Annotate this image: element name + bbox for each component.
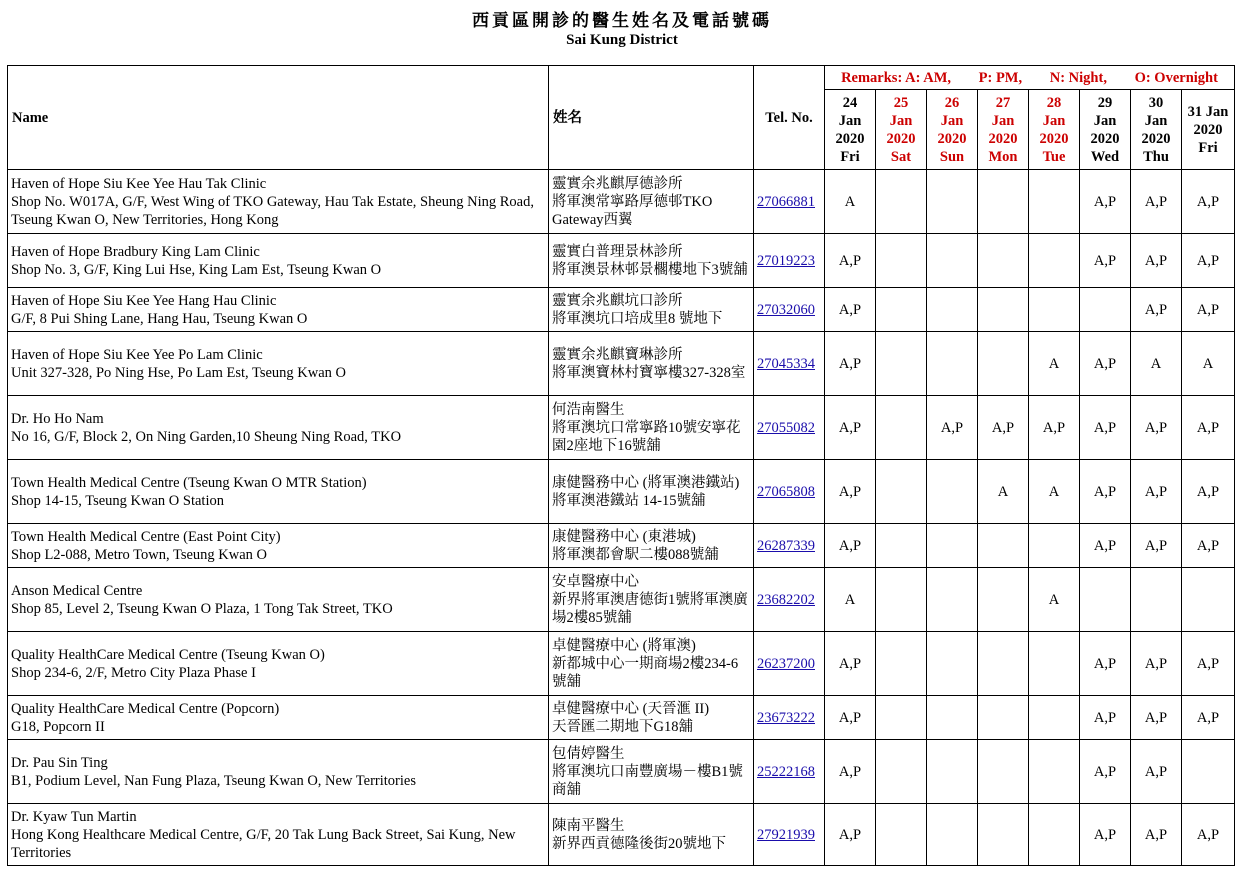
clinic-address-zh: 將軍澳坑口常寧路10號安寧花園2座地下16號舖 [552, 419, 741, 454]
schedule-cell: A,P [1182, 170, 1235, 234]
schedule-cell [927, 568, 978, 632]
column-header-day [978, 90, 1029, 170]
tel-link[interactable]: 27055082 [757, 419, 815, 436]
clinic-address: Hong Kong Healthcare Medical Centre, G/F, 20 Tak Lung Back Street, Sai Kung, New Territories [11, 826, 516, 861]
clinic-name-zh-cell [549, 288, 754, 332]
schedule-cell [978, 288, 1029, 332]
clinic-name-zh: 安卓醫療中心 [552, 573, 639, 590]
clinic-name-cell [8, 632, 549, 696]
clinic-name-cell [8, 460, 549, 524]
clinic-name-cell [8, 288, 549, 332]
schedule-cell: A,P [978, 396, 1029, 460]
schedule-cell: A,P [825, 396, 876, 460]
tel-link[interactable]: 23682202 [757, 591, 815, 608]
column-header-day [876, 90, 927, 170]
clinic-name-zh-cell [549, 460, 754, 524]
clinic-address: G/F, 8 Pui Shing Lane, Hang Hau, Tseung Kwan O [11, 310, 308, 327]
clinic-name-cell [8, 170, 549, 234]
clinic-name-zh-cell [549, 332, 754, 396]
schedule-cell: A [1029, 568, 1080, 632]
schedule-cell: A,P [1080, 524, 1131, 568]
tel-cell [754, 740, 825, 804]
schedule-cell: A,P [1080, 170, 1131, 234]
clinic-name-zh: 康健醫務中心 (將軍澳港鐵站) [552, 474, 740, 491]
schedule-cell: A,P [1131, 170, 1182, 234]
schedule-cell [1131, 568, 1182, 632]
table-row [8, 696, 1235, 740]
day-header-line: 30 [1148, 94, 1164, 111]
schedule-cell [927, 524, 978, 568]
tel-cell [754, 568, 825, 632]
clinic-address-zh: 將軍澳常寧路厚德邨TKO Gateway西翼 [552, 193, 713, 228]
schedule-cell [978, 740, 1029, 804]
clinic-name-cell [8, 234, 549, 288]
clinic-name: Quality HealthCare Medical Centre (Tseung Kwan O) [11, 646, 325, 663]
tel-link[interactable]: 25222168 [757, 763, 815, 780]
schedule-cell: A,P [1182, 524, 1235, 568]
day-header-line: Fri [840, 148, 860, 165]
clinic-address: Shop 234-6, 2/F, Metro City Plaza Phase I [11, 664, 256, 681]
clinic-name: Town Health Medical Centre (Tseung Kwan O MTR Station) [11, 474, 367, 491]
schedule-cell: A,P [1131, 804, 1182, 866]
schedule-cell [876, 288, 927, 332]
clinic-address-zh: 將軍澳景林邨景櫊樓地下3號舖 [552, 261, 748, 278]
schedule-cell [1182, 740, 1235, 804]
schedule-cell: A,P [1131, 396, 1182, 460]
clinic-name-zh: 靈實余兆麒寶琳診所 [552, 346, 683, 363]
schedule-cell [1029, 234, 1080, 288]
schedule-cell: A,P [1080, 234, 1131, 288]
clinic-name: Quality HealthCare Medical Centre (Popcorn) [11, 700, 280, 717]
day-header-line: 2020 [1039, 130, 1069, 147]
clinic-address: Shop No. 3, G/F, King Lui Hse, King Lam Est, Tseung Kwan O [11, 261, 382, 278]
clinic-address: Shop L2-088, Metro Town, Tseung Kwan O [11, 546, 268, 563]
schedule-cell: A,P [1131, 740, 1182, 804]
clinic-name-cell [8, 740, 549, 804]
schedule-cell [876, 396, 927, 460]
clinic-name-cell [8, 524, 549, 568]
schedule-cell: A,P [1080, 332, 1131, 396]
day-header-line: Mon [988, 148, 1018, 165]
schedule-cell [978, 804, 1029, 866]
schedule-cell: A,P [1029, 396, 1080, 460]
day-header-line: 2020 [886, 130, 916, 147]
table-row [8, 740, 1235, 804]
day-header-line: 26 [944, 94, 960, 111]
clinic-name-zh-cell [549, 234, 754, 288]
clinic-name-zh: 靈實余兆麒坑口診所 [552, 292, 683, 309]
clinic-address-zh: 將軍澳都會駅二樓088號舖 [552, 546, 719, 563]
tel-cell [754, 632, 825, 696]
clinic-address-zh: 新都城中心一期商場2樓234-6號舖 [552, 655, 739, 690]
column-header-day [927, 90, 978, 170]
tel-cell [754, 696, 825, 740]
schedule-cell: A,P [1080, 632, 1131, 696]
clinic-name-zh: 陳南平醫生 [552, 817, 625, 834]
schedule-cell [978, 234, 1029, 288]
tel-link[interactable]: 26237200 [757, 655, 815, 672]
clinic-name-zh: 卓健醫療中心 (將軍澳) [552, 637, 696, 654]
table-row [8, 568, 1235, 632]
schedule-cell [876, 170, 927, 234]
schedule-cell: A,P [825, 234, 876, 288]
clinic-address: Shop No. W017A, G/F, West Wing of TKO Gateway, Hau Tak Estate, Sheung Ning Road, Tseung Kwan O, New Territories, Hong Kong [11, 193, 534, 228]
schedule-cell: A,P [1182, 288, 1235, 332]
day-header-line: Jan [1093, 112, 1117, 129]
column-header-day [825, 90, 876, 170]
day-header-line: Jan [1042, 112, 1066, 129]
tel-link[interactable]: 27032060 [757, 301, 815, 318]
clinic-name-cell [8, 568, 549, 632]
tel-link[interactable]: 27045334 [757, 355, 815, 372]
page-title-zh: 西貢區開診的醫生姓名及電話號碼 [472, 11, 772, 30]
tel-cell [754, 170, 825, 234]
remarks-legend [825, 66, 1235, 90]
schedule-cell [1029, 632, 1080, 696]
clinic-address: B1, Podium Level, Nan Fung Plaza, Tseung Kwan O, New Territories [11, 772, 416, 789]
clinic-address-zh: 天晉匯二期地下G18舖 [552, 718, 693, 735]
day-header-line: 2020 [835, 130, 865, 147]
schedule-cell: A,P [1131, 288, 1182, 332]
remark-am: Remarks: A: AM, [841, 69, 952, 86]
clinic-name-zh-cell [549, 696, 754, 740]
schedule-cell: A,P [825, 288, 876, 332]
day-header-line: 28 [1046, 94, 1062, 111]
table-row [8, 170, 1235, 234]
schedule-cell [876, 524, 927, 568]
schedule-cell: A,P [1182, 804, 1235, 866]
schedule-cell [876, 740, 927, 804]
schedule-cell [978, 524, 1029, 568]
page-title-en: Sai Kung District [566, 32, 678, 48]
day-header-line: 2020 [1193, 121, 1223, 138]
schedule-cell [927, 696, 978, 740]
schedule-cell [1029, 170, 1080, 234]
tel-cell [754, 460, 825, 524]
schedule-cell: A [1182, 332, 1235, 396]
day-header-line: Sat [890, 148, 912, 165]
schedule-cell [1029, 804, 1080, 866]
schedule-cell [978, 332, 1029, 396]
schedule-cell: A,P [1080, 804, 1131, 866]
table-row [8, 804, 1235, 866]
day-header-line: Jan [838, 112, 862, 129]
table-row [8, 288, 1235, 332]
table-row [8, 524, 1235, 568]
schedule-cell [978, 568, 1029, 632]
schedule-cell [927, 234, 978, 288]
clinic-address-zh: 將軍澳坑口南豐廣場－樓B1號商舖 [552, 763, 743, 798]
schedule-cell [1029, 288, 1080, 332]
tel-cell [754, 288, 825, 332]
clinic-name-zh-cell [549, 396, 754, 460]
clinic-name-cell [8, 804, 549, 866]
clinic-address: Shop 14-15, Tseung Kwan O Station [11, 492, 224, 509]
schedule-cell [1029, 740, 1080, 804]
clinic-name-zh-cell [549, 524, 754, 568]
column-header-day [1131, 90, 1182, 170]
clinic-address-zh: 新界西貢德隆後街20號地下 [552, 835, 726, 852]
schedule-cell [876, 804, 927, 866]
clinic-name: Town Health Medical Centre (East Point City) [11, 528, 281, 545]
tel-link[interactable]: 27019223 [757, 252, 815, 269]
clinic-address-zh: 將軍澳坑口培成里8 號地下 [552, 310, 723, 327]
tel-cell [754, 524, 825, 568]
schedule-cell: A [825, 568, 876, 632]
tel-link[interactable]: 26287339 [757, 537, 815, 554]
clinic-name: Dr. Ho Ho Nam [11, 410, 104, 427]
tel-cell [754, 332, 825, 396]
schedule-cell [1182, 568, 1235, 632]
clinic-name: Dr. Pau Sin Ting [11, 754, 108, 771]
clinic-name-zh-cell [549, 632, 754, 696]
day-header-line: 2020 [937, 130, 967, 147]
schedule-cell: A [978, 460, 1029, 524]
clinic-name: Haven of Hope Bradbury King Lam Clinic [11, 243, 260, 260]
schedule-cell: A [1131, 332, 1182, 396]
schedule-cell: A,P [1182, 396, 1235, 460]
day-header-line: Fri [1198, 139, 1218, 156]
tel-link[interactable]: 27921939 [757, 826, 815, 843]
tel-cell [754, 396, 825, 460]
schedule-cell [876, 460, 927, 524]
schedule-cell: A,P [1080, 396, 1131, 460]
day-header-line: 31 Jan [1187, 103, 1229, 120]
schedule-cell: A,P [1131, 234, 1182, 288]
clinic-name-zh: 何浩南醫生 [552, 401, 625, 418]
schedule-cell: A,P [1182, 234, 1235, 288]
clinic-name: Haven of Hope Siu Kee Yee Po Lam Clinic [11, 346, 263, 363]
column-header-day [1182, 90, 1235, 170]
clinic-name-zh-cell [549, 740, 754, 804]
schedule-cell: A,P [825, 332, 876, 396]
clinic-name-zh: 靈實余兆麒厚德診所 [552, 175, 683, 192]
schedule-cell: A,P [825, 696, 876, 740]
column-header-name-zh: 姓名 [549, 66, 754, 170]
schedule-cell: A,P [1182, 632, 1235, 696]
remark-pm: P: PM, [978, 69, 1023, 86]
column-header-day [1029, 90, 1080, 170]
clinic-table [7, 65, 1235, 866]
clinic-address-zh: 新界將軍澳唐德街1號將軍澳廣場2樓85號舖 [552, 591, 748, 626]
schedule-cell: A,P [825, 524, 876, 568]
clinic-name-zh-cell [549, 568, 754, 632]
schedule-cell [1029, 524, 1080, 568]
day-header-line: 2020 [1141, 130, 1171, 147]
schedule-cell [927, 288, 978, 332]
schedule-cell [927, 170, 978, 234]
tel-link[interactable]: 27065808 [757, 483, 815, 500]
schedule-cell: A,P [825, 460, 876, 524]
day-header-line: Jan [889, 112, 913, 129]
schedule-cell: A,P [1080, 696, 1131, 740]
table-row [8, 332, 1235, 396]
schedule-cell: A,P [1080, 740, 1131, 804]
clinic-address: Unit 327-328, Po Ning Hse, Po Lam Est, Tseung Kwan O [11, 364, 347, 381]
day-header-line: Jan [940, 112, 964, 129]
remark-overnight: O: Overnight [1134, 69, 1218, 86]
clinic-name-cell [8, 332, 549, 396]
schedule-cell [1080, 288, 1131, 332]
table-row [8, 396, 1235, 460]
day-header-line: 25 [893, 94, 909, 111]
schedule-cell: A,P [1182, 460, 1235, 524]
schedule-cell [876, 234, 927, 288]
clinic-name: Haven of Hope Siu Kee Yee Hau Tak Clinic [11, 175, 267, 192]
tel-link[interactable]: 23673222 [757, 709, 815, 726]
schedule-cell: A,P [1131, 524, 1182, 568]
day-header-line: 2020 [988, 130, 1018, 147]
schedule-cell: A [825, 170, 876, 234]
schedule-cell [876, 632, 927, 696]
schedule-cell: A,P [1131, 632, 1182, 696]
schedule-cell [927, 460, 978, 524]
page-header [0, 0, 1244, 54]
table-row [8, 234, 1235, 288]
day-header-line: Thu [1143, 148, 1169, 165]
clinic-name-cell [8, 396, 549, 460]
schedule-cell [1029, 696, 1080, 740]
day-header-line: Jan [991, 112, 1015, 129]
tel-link[interactable]: 27066881 [757, 193, 815, 210]
remark-night: N: Night, [1049, 69, 1107, 86]
clinic-name-zh: 卓健醫療中心 (天晉滙 II) [552, 700, 710, 717]
schedule-cell [927, 740, 978, 804]
clinic-name-zh: 包倩婷醫生 [552, 745, 625, 762]
schedule-cell: A [1029, 332, 1080, 396]
schedule-cell [876, 568, 927, 632]
schedule-cell: A,P [825, 804, 876, 866]
schedule-cell: A,P [1131, 460, 1182, 524]
clinic-name-zh-cell [549, 804, 754, 866]
schedule-cell: A,P [1131, 696, 1182, 740]
clinic-address: No 16, G/F, Block 2, On Ning Garden,10 Sheung Ning Road, TKO [11, 428, 402, 445]
table-row [8, 632, 1235, 696]
day-header-line: Sun [939, 148, 965, 165]
schedule-cell [927, 332, 978, 396]
clinic-address-zh: 將軍澳寶林村寶寧樓327-328室 [552, 364, 746, 381]
day-header-line: 24 [842, 94, 858, 111]
column-header-day [1080, 90, 1131, 170]
clinic-name-zh: 靈實白普理景林診所 [552, 243, 683, 260]
schedule-cell: A,P [1080, 460, 1131, 524]
schedule-cell [927, 804, 978, 866]
tel-cell [754, 804, 825, 866]
tel-cell [754, 234, 825, 288]
clinic-name-cell [8, 696, 549, 740]
clinic-address: G18, Popcorn II [11, 718, 105, 735]
clinic-name-zh: 康健醫務中心 (東港城) [552, 528, 696, 545]
schedule-cell [1080, 568, 1131, 632]
day-header-line: Wed [1090, 148, 1120, 165]
clinic-name: Haven of Hope Siu Kee Yee Hang Hau Clinic [11, 292, 277, 309]
column-header-tel: Tel. No. [754, 66, 825, 170]
schedule-cell [978, 632, 1029, 696]
day-header-line: Tue [1042, 148, 1066, 165]
day-header-line: 29 [1097, 94, 1113, 111]
schedule-cell: A,P [825, 632, 876, 696]
schedule-cell: A,P [1182, 696, 1235, 740]
column-header-name: Name [8, 66, 549, 170]
day-header-line: 2020 [1090, 130, 1120, 147]
schedule-cell [978, 170, 1029, 234]
schedule-cell: A,P [927, 396, 978, 460]
clinic-name: Dr. Kyaw Tun Martin [11, 808, 137, 825]
clinic-name-zh-cell [549, 170, 754, 234]
clinic-address-zh: 將軍澳港鐵站 14-15號舖 [552, 492, 706, 509]
schedule-cell [876, 696, 927, 740]
schedule-cell: A [1029, 460, 1080, 524]
schedule-cell [927, 632, 978, 696]
schedule-cell [978, 696, 1029, 740]
clinic-name: Anson Medical Centre [11, 582, 143, 599]
day-header-line: Jan [1144, 112, 1168, 129]
day-header-line: 27 [995, 94, 1011, 111]
schedule-cell [876, 332, 927, 396]
schedule-cell: A,P [825, 740, 876, 804]
table-row [8, 460, 1235, 524]
clinic-address: Shop 85, Level 2, Tseung Kwan O Plaza, 1 Tong Tak Street, TKO [11, 600, 393, 617]
